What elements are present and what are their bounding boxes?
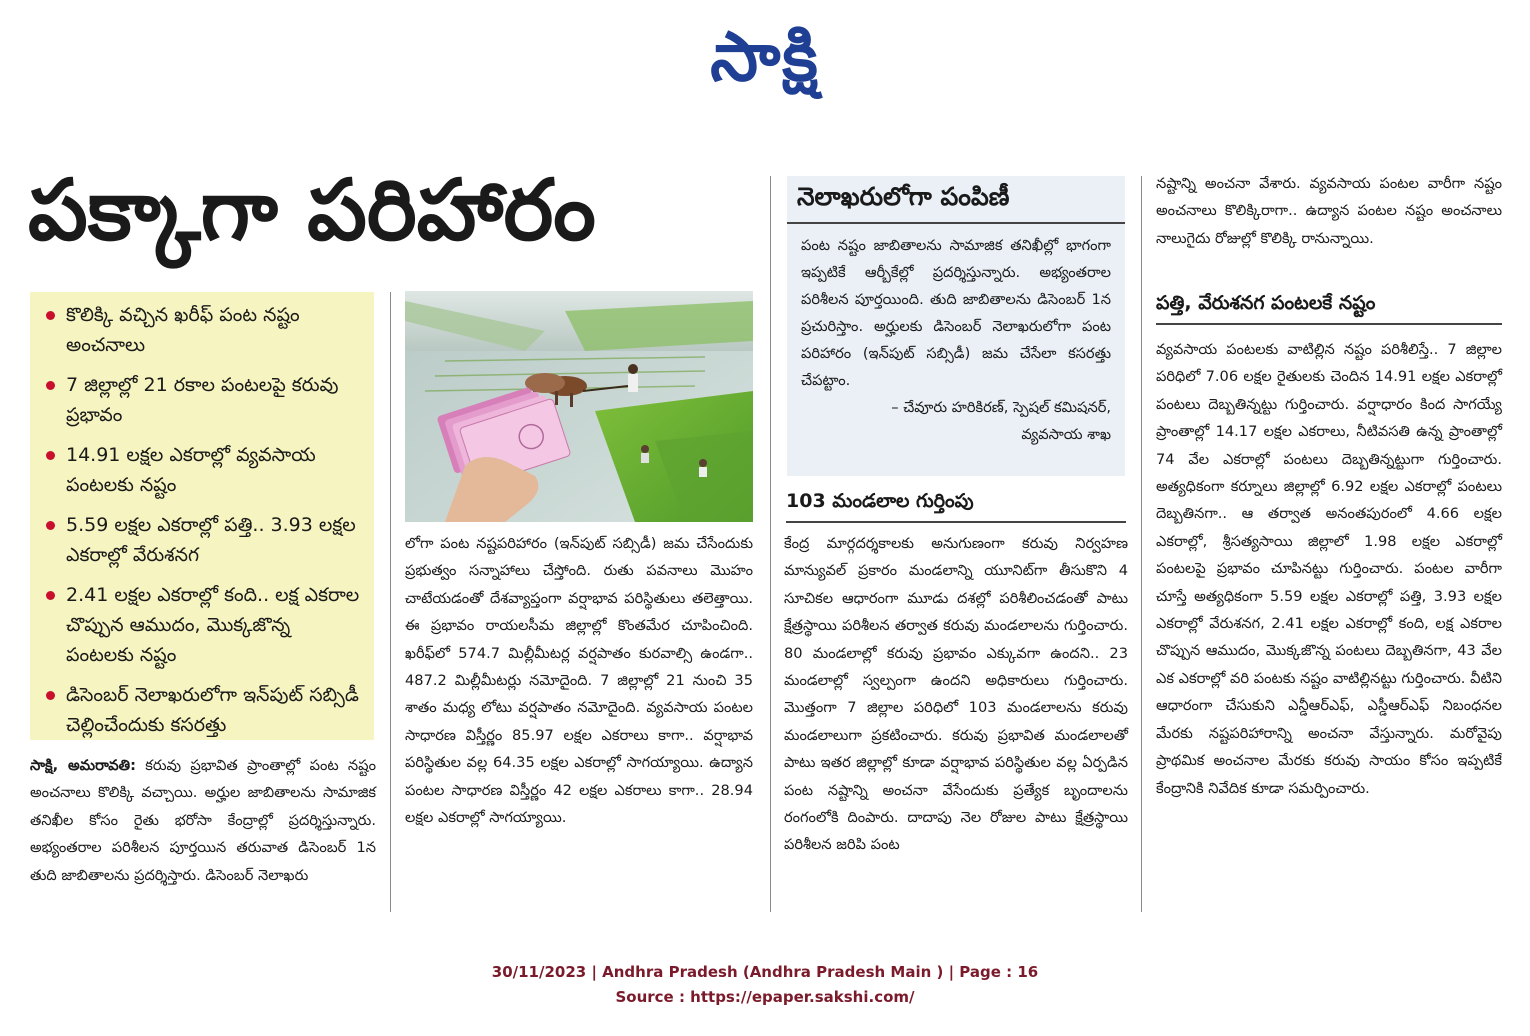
article-column-4-top: నష్టాన్ని అంచనా వేశారు. వ్యవసాయ పంటల వారీగా నష్టం అంచనాలు కొలిక్కిరాగా.. ఉద్యాన పంటల నష్టం అంచనాలు నాలుగైదు రోజుల్లో కొలిక్కి రానున్నాయి.: [1156, 175, 1502, 247]
column-1-text: కరువు ప్రభావిత ప్రాంతాల్లో పంట నష్టం అంచనాలు కొలిక్కి వచ్చాయి. అర్హుల జాబితాలను సామాజిక తనిఖీల కోసం రైతు భరోసా కేంద్రాల్లో ప్రదర్శిస్తున్నారు. అభ్యంతరాల పరిశీలన పూర్తయిన తరువాత డిసెంబర్ 1న తుది జాబితాలను ప్రదర్శిస్తారు. డిసెంబర్ నెలాఖరు: [30, 757, 376, 884]
quote-signature-dept: వ్యవసాయ శాఖ: [1021, 426, 1111, 443]
footer-edition-line: 30/11/2023 | Andhra Pradesh (Andhra Pradesh Main ) | Page : 16: [491, 963, 1039, 981]
column-rule: [770, 176, 771, 912]
subheading-crop-loss: పత్తి, వేరుశనగ పంటలకే నష్టం: [1156, 292, 1502, 325]
paddy-field-illustration: [405, 291, 753, 522]
quote-box-title: నెలాఖరులోగా పంపిణీ: [787, 176, 1125, 224]
quote-box: [787, 176, 1125, 476]
column-rule: [390, 292, 391, 912]
newspaper-logo: సాక్షి: [710, 18, 820, 97]
headline: పక్కాగా పరిహారం: [28, 161, 596, 259]
article-photo: [405, 291, 753, 522]
highlight-item: 14.91 లక్షల ఎకరాల్లో వ్యవసాయ పంటలకు నష్టం: [44, 440, 364, 500]
dateline: సాక్షి, అమరావతి:: [30, 757, 136, 774]
highlight-item: 7 జిల్లాల్లో 21 రకాల పంటలపై కరువు ప్రభావం: [44, 370, 364, 430]
quote-box-text: పంట నష్టం జాబితాలను సామాజిక తనిఖీల్లో భాగంగా ఇప్పటికే ఆర్బీకేల్లో ప్రదర్శిస్తున్నారు. అభ్యంతరాల పరిశీలన పూర్తయింది. తుది జాబితాలను డిసెంబర్ 1న ప్రచురిస్తాం. అర్హులకు డిసెంబర్ నెలాఖరులోగా పంట పరిహారం (ఇన్‌పుట్ సబ్సిడీ) జమ చేసేలా కసరత్తు చేపట్టాం.: [801, 237, 1111, 389]
article-column-4: వ్యవసాయ పంటలకు వాటిల్లిన నష్టం పరిశీలిస్తే.. 7 జిల్లాల పరిధిలో 7.06 లక్షల రైతులకు చెందిన 14.91 లక్షల ఎకరాల్లో పంటలు దెబ్బతిన్నట్టు గుర్తించారు. వర్షాధారం కింద సాగయ్యే ప్రాంతాల్లో 14.17 లక్షల ఎకరాలు, నీటివసతి ఉన్న ప్రాంతాల్లో 74 వేల ఎకరాల్లో పంటలు దెబ్బతిన్నట్టుగా గుర్తించారు. అత్యధికంగా కర్నూలు జిల్లాల్లో 6.92 లక్షల ఎకరాల్లో పంటలు దెబ్బతినగా.. ఆ తర్వాత అనంతపురంలో 4.66 లక్షల ఎకరాల్లో, శ్రీసత్యసాయి జిల్లాలో 1.98 లక్షల ఎకరాల్లో పంటలపై ప్రభావం చూపినట్టు గుర్తించారు. పంటల వారీగా చూస్తే అత్యధికంగా 5.59 లక్షల ఎకరాల్లో పత్తి, 3.93 లక్షల ఎకరాల్లో వేరుశనగ, 2.41 లక్షల ఎకరాల్లో కంది, లక్ష ఎకరాల చొప్పున ఆముదం, మొక్కజొన్న పంటలు దెబ్బతినగా, 43 వేల ఎక ఎకరాల్లో వరి పంటకు నష్టం వాటిల్లినట్టు గుర్తించారు. వీటిని ఆధారంగా చేసుకుని ఎన్డీఆర్ఎఫ్, ఎస్డీఆర్ఎఫ్ నిబంధనల మేరకు నష్టపరిహారాన్ని అంచనా వేస్తున్నారు. మరోవైపు ప్రాథమిక అంచనాల మేరకు కరువు సాయం కోసం ఇప్పటికే కేంద్రానికి నివేదిక కూడా సమర్పించారు.: [1156, 341, 1502, 797]
article-column-1: [30, 752, 376, 889]
highlight-item: కొలిక్కి వచ్చిన ఖరీఫ్ పంట నష్టం అంచనాలు: [44, 300, 364, 360]
quote-signature: – చేవూరు హరికిరణ్, స్పెషల్ కమిషనర్,: [891, 399, 1111, 416]
highlights-box: [30, 292, 374, 740]
masthead: [0, 18, 1530, 98]
subheading-mandals: 103 మండలాల గుర్తింపు: [786, 490, 1126, 523]
article-column-3: కేంద్ర మార్గదర్శకాలకు అనుగుణంగా కరువు నిర్వహణ మాన్యువల్ ప్రకారం మండలాన్ని యూనిట్‌గా తీసుకొని 4 సూచికల ఆధారంగా మూడు దశల్లో పరిశీలించడంతో పాటు క్షేత్రస్థాయి పరిశీలన తర్వాత కరువు మండలాలను గుర్తించారు. 80 మండలాల్లో కరువు ప్రభావం ఎక్కువగా ఉందని.. 23 మండలాల్లో స్వల్పంగా ఉందని అధికారులు గుర్తించారు. మొత్తంగా 7 జిల్లాల పరిధిలో 103 మండలాలను కరువు మండలాలుగా ప్రకటించారు. కరువు ప్రభావిత మండలాలతో పాటు ఇతర జిల్లాల్లో కూడా వర్షాభావ పరిస్థితుల వల్ల ఏర్పడిన పంట నష్టాన్ని అంచనా వేసేందుకు ప్రత్యేక బృందాలను రంగంలోకి దింపారు. దాదాపు నెల రోజుల పాటు క్షేత్రస్థాయి పరిశీలన జరిపి పంట: [784, 535, 1128, 854]
footer-source-line: Source : https://epaper.sakshi.com/: [615, 988, 915, 1006]
article-column-2: లోగా పంట నష్టపరిహారం (ఇన్‌పుట్ సబ్సిడీ) జమ చేసేందుకు ప్రభుత్వం సన్నాహాలు చేస్తోంది. రుతు పవనాలు మొహం చాటేయడంతో దేశవ్యాప్తంగా వర్షాభావ పరిస్థితులు తలెత్తాయి. ఈ ప్రభావం రాయలసీమ జిల్లాల్లో కొంతమేర చూపించింది. ఖరీఫ్‌లో 574.7 మిల్లీమీటర్ల వర్షపాతం కురవాల్సి ఉండగా.. 487.2 మిల్లీమీటర్లు నమోదైంది. 7 జిల్లాల్లో 21 నుంచి 35 శాతం మధ్య లోటు వర్షపాతం నమోదైంది. వ్యవసాయ పంటల సాధారణ విస్తీర్ణం 85.97 లక్షల ఎకరాలు కాగా.. వర్షాభావ పరిస్థితుల వల్ల 64.35 లక్షల ఎకరాల్లో సాగయ్యాయి. ఉద్యాన పంటల సాధారణ విస్తీర్ణం 42 లక్షల ఎకరాలు కాగా.. 28.94 లక్షల ఎకరాల్లో సాగయ్యాయి.: [405, 535, 753, 827]
highlight-item: 5.59 లక్షల ఎకరాల్లో పత్తి.. 3.93 లక్షల ఎకరాల్లో వేరుశనగ: [44, 510, 364, 570]
highlight-item: 2.41 లక్షల ఎకరాల్లో కంది.. లక్ష ఎకరాల చొప్పున ఆముదం, మొక్కజొన్న పంటలకు నష్టం: [44, 580, 364, 670]
highlight-item: డిసెంబర్ నెలాఖరులోగా ఇన్‌పుట్ సబ్సిడీ చెల్లించేందుకు కసరత్తు: [44, 680, 364, 740]
column-rule: [1141, 176, 1142, 912]
